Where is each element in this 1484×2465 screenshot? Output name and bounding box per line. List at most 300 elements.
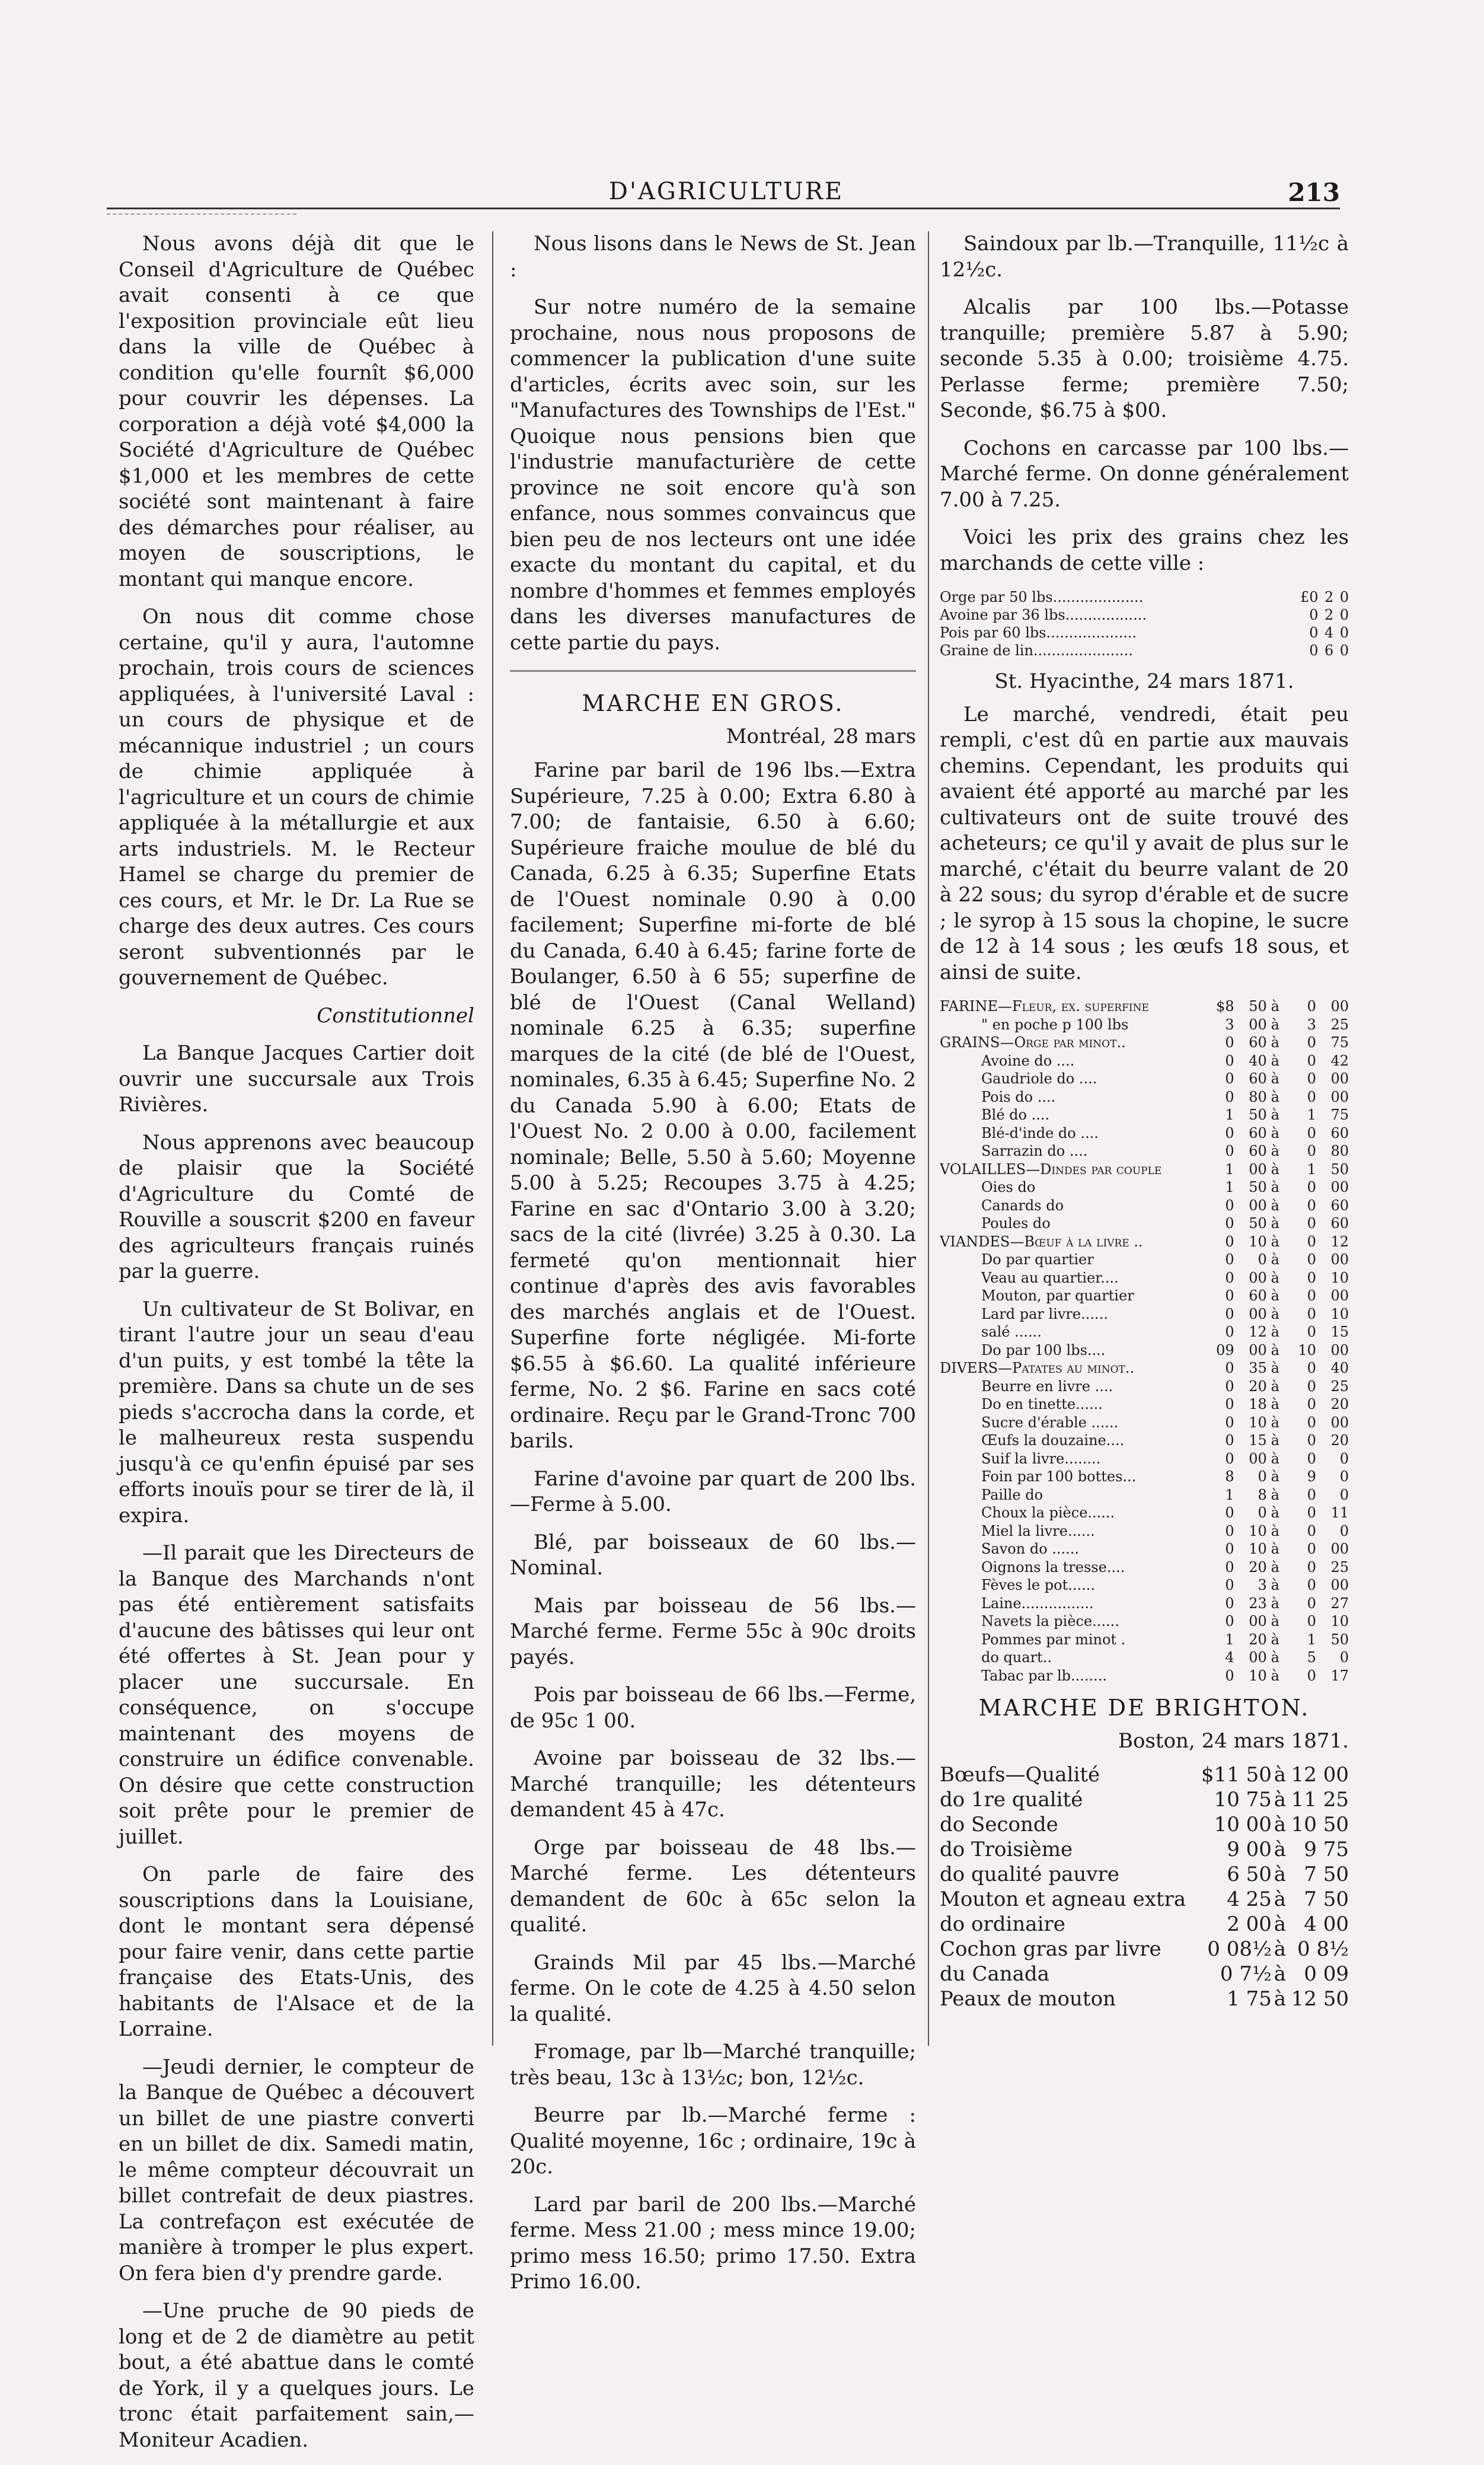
cattle-item: do ordinaire — [940, 1912, 1065, 1936]
column-divider — [928, 231, 929, 2046]
table-row — [940, 1937, 1349, 1962]
price-high-dollars: 0 — [1307, 1667, 1316, 1684]
price-high-cents: 00 — [1330, 1088, 1349, 1105]
price-low: 2 00 — [1227, 1912, 1272, 1936]
price-item: Tabac par lb........ — [981, 1667, 1108, 1684]
price-low-dollars: 0 — [1225, 1052, 1234, 1069]
price-high-cents: 75 — [1330, 1106, 1349, 1123]
price-high-dollars: 0 — [1307, 1396, 1316, 1412]
price-low: $11 50 — [1201, 1763, 1272, 1787]
price-high-cents: 11 — [1330, 1504, 1349, 1521]
price-low-cents: 8 — [1258, 1486, 1267, 1503]
price-low-cents: 80 — [1249, 1088, 1267, 1105]
range-separator: à — [1271, 1016, 1279, 1033]
price-high-dollars: 0 — [1307, 1251, 1316, 1268]
paragraph: Sur notre numéro de la semaine prochaine, nous nous proposons de commencer la publication d'une suite d'articles, écrits avec soin, sur les "Manufactures des Townships de l'Est." Quoique nous pensions bien que l'industrie manufacturière de cette province ne soit encore qu'à son enfance, nous sommes convaincus que bien peu de nos lecteurs ont une idée exacte du montant du capital, et du nombre d'hommes et femmes employés dans les diverses manufactures de cette partie du pays. — [510, 295, 916, 655]
range-separator: à — [1274, 1912, 1287, 1936]
price-high-dollars: 0 — [1307, 1052, 1316, 1069]
price-low-cents: 60 — [1249, 1124, 1267, 1141]
price-high-cents: 0 — [1339, 1649, 1349, 1666]
dateline: Montréal, 28 mars — [726, 724, 916, 748]
cattle-item: do Troisième — [940, 1838, 1073, 1861]
price-low-dollars: 0 — [1225, 1667, 1234, 1684]
price-item: Do en tinette...... — [981, 1396, 1103, 1412]
price-item: Miel la livre...... — [981, 1522, 1095, 1539]
table-row — [940, 1962, 1349, 1986]
paragraph: Nous lisons dans le News de St. Jean : — [510, 232, 916, 282]
range-separator: à — [1271, 1595, 1279, 1612]
price-high-dollars: 0 — [1307, 1179, 1316, 1195]
price-high-dollars: 0 — [1307, 1541, 1316, 1557]
price-item: GRAINS—Orge par minot.. — [940, 1034, 1126, 1051]
range-separator: à — [1271, 1305, 1279, 1322]
table-row — [940, 1034, 1349, 1052]
table-row — [940, 1178, 1349, 1197]
table-row — [940, 1341, 1349, 1360]
range-separator: à — [1271, 1468, 1279, 1485]
price-low-dollars: 0 — [1225, 1070, 1234, 1087]
price-shillings: 2 — [1324, 589, 1334, 605]
table-row — [940, 1648, 1349, 1667]
price-high-cents: 60 — [1330, 1124, 1349, 1141]
table-row — [940, 1631, 1349, 1649]
table-row — [940, 1576, 1349, 1595]
price-high-cents: 42 — [1330, 1052, 1349, 1069]
price-shillings: 2 — [1324, 607, 1334, 623]
price-high-dollars: 1 — [1307, 1106, 1316, 1123]
column-1 — [119, 231, 474, 2465]
range-separator: à — [1271, 1233, 1279, 1250]
price-high: 0 8½ — [1297, 1937, 1349, 1961]
price-high-cents: 15 — [1330, 1324, 1349, 1340]
price-high-dollars: 0 — [1307, 1070, 1316, 1087]
page-number: 213 — [1288, 178, 1340, 207]
price-high-dollars: 0 — [1307, 1088, 1316, 1105]
price-low: 10 75 — [1214, 1788, 1272, 1812]
price-high-dollars: 3 — [1307, 1016, 1316, 1033]
price-low-cents: 00 — [1249, 1016, 1267, 1033]
cattle-item: Bœufs—Qualité — [940, 1763, 1100, 1787]
price-high-dollars: 0 — [1307, 1522, 1316, 1539]
price-low: 0 08½ — [1207, 1937, 1272, 1961]
price-item: Paille do — [981, 1486, 1043, 1503]
price-low: 4 25 — [1227, 1887, 1272, 1911]
range-separator: à — [1271, 1360, 1279, 1376]
range-separator: à — [1274, 1887, 1287, 1911]
price-high-cents: 00 — [1330, 1179, 1349, 1195]
price-item: " en poche p 100 lbs — [981, 1016, 1129, 1033]
price-high-cents: 60 — [1330, 1197, 1349, 1214]
brighton-price-table — [940, 1762, 1349, 2011]
price-item: Pommes par minot . — [981, 1631, 1126, 1648]
price-pence: 0 — [1339, 607, 1349, 623]
paragraph: Cochons en carcasse par 100 lbs.—Marché ferme. On donne généralement 7.00 à 7.25. — [940, 436, 1349, 512]
table-row — [940, 1305, 1349, 1324]
price-low-dollars: 1 — [1225, 1179, 1234, 1195]
price-high: 4 00 — [1304, 1912, 1349, 1936]
price-low-dollars: 8 — [1225, 1468, 1234, 1485]
price-pounds: 0 — [1309, 624, 1319, 641]
price-item: Gaudriole do .... — [981, 1070, 1097, 1087]
price-item: VIANDES—Bœuf à la livre .. — [940, 1233, 1143, 1250]
price-high: 12 50 — [1291, 1987, 1349, 2011]
table-row — [940, 606, 1349, 624]
paragraph: —Il parait que les Directeurs de la Banque des Marchands n'ont pas été entièrement satisfaits d'aucune des bâtisses qui leur ont été offertes à St. Jean pour y placer une succursale. En conséquence, on s'occupe maintenant des moyens de construire un édifice convenable. On désire que cette construction soit prête pour le premier de juillet. — [119, 1541, 474, 1849]
range-separator: à — [1271, 1504, 1279, 1521]
range-separator: à — [1271, 1341, 1279, 1359]
range-separator: à — [1274, 1937, 1287, 1961]
price-low-cents: 60 — [1249, 1143, 1267, 1159]
price-low-cents: 0 — [1258, 1468, 1267, 1485]
table-row — [940, 1052, 1349, 1070]
grain-item: Avoine par 36 lbs.................. — [940, 607, 1147, 623]
price-low-cents: 23 — [1249, 1595, 1267, 1612]
price-low-cents: 00 — [1249, 1450, 1267, 1467]
print-noise — [107, 213, 296, 215]
price-high: 7 50 — [1304, 1887, 1349, 1911]
range-separator: à — [1271, 1649, 1279, 1666]
price-high-dollars: 10 — [1298, 1341, 1316, 1359]
price-high-cents: 0 — [1339, 1522, 1349, 1539]
market-paragraph: Grainds Mil par 45 lbs.—Marché ferme. On le cote de 4.25 à 4.50 selon la qualité. — [510, 1950, 916, 2026]
cattle-item: do qualité pauvre — [940, 1863, 1119, 1886]
market-paragraph: Blé, par boisseaux de 60 lbs.—Nominal. — [510, 1530, 916, 1580]
table-row — [940, 1197, 1349, 1215]
price-low-cents: 50 — [1249, 1106, 1267, 1123]
table-row — [940, 1450, 1349, 1468]
market-price-table — [940, 997, 1349, 1685]
price-high-dollars: 0 — [1307, 1432, 1316, 1449]
price-high-dollars: 0 — [1307, 1377, 1316, 1395]
table-row — [940, 1287, 1349, 1305]
price-high-cents: 25 — [1330, 1377, 1349, 1395]
price-low-cents: 00 — [1249, 1305, 1267, 1322]
price-low: 6 50 — [1227, 1863, 1272, 1886]
price-high-cents: 00 — [1330, 1541, 1349, 1557]
price-item: Foin par 100 bottes... — [981, 1468, 1137, 1485]
price-low-dollars: 0 — [1225, 1124, 1234, 1141]
range-separator: à — [1271, 1541, 1279, 1557]
dateline: St. Hyacinthe, 24 mars 1871. — [994, 669, 1294, 693]
range-separator: à — [1271, 1377, 1279, 1395]
price-low-dollars: 0 — [1225, 1396, 1234, 1412]
price-low-dollars: 0 — [1225, 1577, 1234, 1593]
price-high-cents: 12 — [1330, 1233, 1349, 1250]
range-separator: à — [1271, 1324, 1279, 1340]
price-low-dollars: 1 — [1225, 1106, 1234, 1123]
range-separator: à — [1271, 1522, 1279, 1539]
price-low: 0 7½ — [1220, 1962, 1272, 1986]
price-item: salé ...... — [981, 1324, 1042, 1340]
price-high: 10 50 — [1291, 1813, 1349, 1836]
range-separator: à — [1271, 1667, 1279, 1684]
price-low-dollars: 0 — [1225, 1377, 1234, 1395]
table-row — [940, 1612, 1349, 1631]
price-item: Sarrazin do .... — [981, 1143, 1088, 1159]
signature: Constitutionnel — [317, 1003, 474, 1028]
price-low-cents: 60 — [1249, 1034, 1267, 1051]
price-high-dollars: 0 — [1307, 1269, 1316, 1286]
price-high-dollars: 0 — [1307, 1143, 1316, 1159]
price-low-dollars: $8 — [1216, 998, 1234, 1015]
price-high-dollars: 9 — [1307, 1468, 1316, 1485]
table-row — [940, 1160, 1349, 1179]
price-high-cents: 27 — [1330, 1595, 1349, 1612]
price-high-cents: 25 — [1330, 1016, 1349, 1033]
range-separator: à — [1274, 1863, 1287, 1886]
price-high-cents: 00 — [1330, 1414, 1349, 1431]
table-row — [940, 1414, 1349, 1432]
table-row — [940, 1986, 1349, 2011]
price-high-cents: 00 — [1330, 1341, 1349, 1359]
table-row — [940, 1762, 1349, 1787]
price-low-cents: 60 — [1249, 1070, 1267, 1087]
price-high-dollars: 0 — [1307, 1324, 1316, 1340]
range-separator: à — [1271, 1215, 1279, 1232]
price-low-dollars: 0 — [1225, 1233, 1234, 1250]
cattle-item: do 1re qualité — [940, 1788, 1083, 1812]
price-pounds: £0 — [1300, 589, 1319, 605]
price-high-cents: 80 — [1330, 1143, 1349, 1159]
market-paragraph: Mais par boisseau de 56 lbs.—Marché ferme. Ferme 55c à 90c droits payés. — [510, 1593, 916, 1669]
price-shillings: 6 — [1324, 642, 1334, 659]
market-paragraph: Lard par baril de 200 lbs.—Marché ferme. Mess 21.00 ; mess mince 19.00; primo mess 16.50; primo 17.50. Extra Primo 16.00. — [510, 2192, 916, 2294]
price-item: Veau au quartier.... — [981, 1269, 1119, 1286]
table-row — [940, 1812, 1349, 1837]
range-separator: à — [1271, 1197, 1279, 1214]
range-separator: à — [1271, 1396, 1279, 1412]
price-high-dollars: 0 — [1307, 1233, 1316, 1250]
section-title: MARCHE DE BRIGHTON. — [978, 1695, 1310, 1721]
cattle-item: du Canada — [940, 1962, 1049, 1986]
price-high-cents: 50 — [1330, 1631, 1349, 1648]
range-separator: à — [1271, 1124, 1279, 1141]
price-low-dollars: 0 — [1225, 1360, 1234, 1376]
range-separator: à — [1271, 1486, 1279, 1503]
market-paragraph: Orge par boisseau de 48 lbs.—Marché ferme. Les détenteurs demandent de 60c à 65c selon la qualité. — [510, 1835, 916, 1937]
column-3 — [940, 231, 1349, 2011]
price-high-dollars: 1 — [1307, 1631, 1316, 1648]
price-item: Do par 100 lbs.... — [981, 1341, 1106, 1359]
price-low-dollars: 1 — [1225, 1160, 1234, 1178]
table-row — [940, 1522, 1349, 1541]
price-item: Sucre d'érable ...... — [981, 1414, 1119, 1431]
price-high: 11 25 — [1291, 1788, 1349, 1812]
cattle-item: Cochon gras par livre — [940, 1937, 1161, 1961]
table-row — [940, 1558, 1349, 1577]
price-high-dollars: 0 — [1307, 1124, 1316, 1141]
range-separator: à — [1271, 1432, 1279, 1449]
range-separator: à — [1274, 1838, 1287, 1861]
price-item: Œufs la douzaine.... — [981, 1432, 1125, 1449]
price-item: Avoine do .... — [981, 1052, 1075, 1069]
price-low-cents: 00 — [1249, 1197, 1267, 1214]
price-high: 12 00 — [1291, 1763, 1349, 1787]
price-low-cents: 20 — [1249, 1558, 1267, 1576]
price-high-cents: 00 — [1330, 1251, 1349, 1268]
price-item: Canards do — [981, 1197, 1064, 1214]
price-item: do quart.. — [981, 1649, 1052, 1666]
price-high-cents: 25 — [1330, 1558, 1349, 1576]
range-separator: à — [1274, 1813, 1287, 1836]
price-low-cents: 0 — [1258, 1504, 1267, 1521]
price-item: Mouton, par quartier — [981, 1287, 1134, 1304]
price-low-dollars: 0 — [1225, 1324, 1234, 1340]
table-row — [940, 1088, 1349, 1106]
grain-item: Graine de lin...................... — [940, 642, 1133, 659]
cattle-item: Peaux de mouton — [940, 1987, 1116, 2011]
price-pence: 0 — [1339, 624, 1349, 641]
price-high-dollars: 0 — [1307, 1034, 1316, 1051]
paragraph: Nous avons déjà dit que le Conseil d'Agriculture de Québec avait consenti à ce que l'exposition provinciale eût lieu dans la ville de Québec à condition qu'elle fournît $6,000 pour couvrir les dépenses. La corporation a déjà voté $4,000 la Société d'Agriculture de Québec $1,000 et les membres de cette société sont maintenant à faire des démarches pour réaliser, au moyen de souscriptions, le montant qui manque encore. — [119, 232, 474, 591]
range-separator: à — [1271, 1160, 1279, 1178]
price-high-dollars: 0 — [1307, 1360, 1316, 1376]
price-low-dollars: 1 — [1225, 1631, 1234, 1648]
table-row — [940, 1468, 1349, 1486]
dateline: Boston, 24 mars 1871. — [1118, 1729, 1349, 1753]
price-high-cents: 00 — [1330, 998, 1349, 1015]
price-low-dollars: 3 — [1225, 1016, 1234, 1033]
market-paragraph: Fromage, par lb—Marché tranquille; très beau, 13c à 13½c; bon, 12½c. — [510, 2040, 916, 2090]
range-separator: à — [1271, 1577, 1279, 1593]
market-paragraph: Avoine par boisseau de 32 lbs.—Marché tranquille; les détenteurs demandent 45 à 47c. — [510, 1746, 916, 1822]
paragraph: —Une pruche de 90 pieds de long et de 2 de diamètre au petit bout, a été abattue dans le comté de York, il y a quelques jours. Le tronc était parfaitement sain,—Moniteur Acadien. — [119, 2299, 474, 2452]
table-row — [940, 1887, 1349, 1912]
table-row — [940, 1233, 1349, 1251]
table-row — [940, 1359, 1349, 1377]
section-title: MARCHE EN GROS. — [582, 690, 844, 716]
column-divider — [492, 231, 493, 2046]
range-separator: à — [1271, 1070, 1279, 1087]
price-high-dollars: 0 — [1307, 1215, 1316, 1232]
price-low-dollars: 0 — [1225, 1541, 1234, 1557]
price-low-cents: 10 — [1249, 1667, 1267, 1684]
market-paragraph: Farine par baril de 196 lbs.—Extra Supérieure, 7.25 à 0.00; Extra 6.80 à 7.00; de fantaisie, 6.50 à 6.60; Supérieure fraiche moulue de blé du Canada, 6.25 à 6.35; Superfine Etats de l'Ouest nominale 0.90 à 0.00 facilement; Superfine mi-forte de blé du Canada, 6.40 à 6.45; farine forte de Boulanger, 6.50 à 6 55; superfine de blé de l'Ouest (Canal Welland) nominale 6.25 à 6.35; superfine marques de la cité (de blé de l'Ouest, nominales, 6.35 à 6.45; Superfine No. 2 du Canada 5.90 à 6.00; Etats de l'Ouest No. 2 0.00 à 0.00, facilement nominale; Belle, 5.50 à 5.60; Moyenne 5.00 à 5.25; Recoupes 3.75 à 4.25; Farine en sac d'Ontario 3.00 à 3.20; sacs de la cité (livrée) 3.25 à 0.30. La fermeté qu'on mentionnait hier continue d'après des avis favorables des marchés anglais et de l'Ouest. Superfine forte négligée. Mi-forte $6.55 à $6.60. La qualité inférieure ferme, No. 2 $6. Farine en sacs coté ordinaire. Reçu par le Grand-Tronc 700 barils. — [510, 758, 916, 1453]
range-separator: à — [1271, 1088, 1279, 1105]
price-high-dollars: 0 — [1307, 998, 1316, 1015]
price-item: Oies do — [981, 1179, 1036, 1195]
price-high-dollars: 0 — [1307, 1287, 1316, 1304]
price-low-dollars: 09 — [1216, 1341, 1234, 1359]
price-high-cents: 60 — [1330, 1215, 1349, 1232]
table-row — [940, 1016, 1349, 1034]
price-low-dollars: 0 — [1225, 1215, 1234, 1232]
range-separator: à — [1271, 1143, 1279, 1159]
table-row — [940, 1837, 1349, 1862]
grain-price-table — [940, 588, 1349, 659]
range-separator: à — [1271, 1287, 1279, 1304]
price-item: DIVERS—Patates au minot.. — [940, 1360, 1135, 1376]
price-low: 10 00 — [1214, 1813, 1272, 1836]
price-low-cents: 50 — [1249, 1215, 1267, 1232]
paragraph: —Jeudi dernier, le compteur de la Banque de Québec a découvert un billet de une piastre converti en un billet de dix. Samedi matin, le même compteur découvrait un billet contrefait de deux piastres. La contrefaçon est exécutée de manière à tromper le plus expert. On fera bien d'y prendre garde. — [119, 2055, 474, 2285]
market-paragraph: Farine d'avoine par quart de 200 lbs.—Ferme à 5.00. — [510, 1466, 916, 1516]
price-low-cents: 00 — [1249, 1269, 1267, 1286]
cattle-item: do Seconde — [940, 1813, 1058, 1836]
market-paragraph: Beurre par lb.—Marché ferme : Qualité moyenne, 16c ; ordinaire, 19c à 20c. — [510, 2103, 916, 2179]
price-item: Beurre en livre .... — [981, 1377, 1113, 1395]
price-high-cents: 00 — [1330, 1577, 1349, 1593]
price-item: Poules do — [981, 1215, 1051, 1232]
price-high-dollars: 0 — [1307, 1414, 1316, 1431]
price-low-cents: 00 — [1249, 1649, 1267, 1666]
table-row — [940, 1486, 1349, 1504]
table-row — [940, 1395, 1349, 1414]
range-separator: à — [1271, 1052, 1279, 1069]
price-item: Oignons la tresse.... — [981, 1558, 1125, 1576]
price-item: Blé-d'inde do .... — [981, 1124, 1099, 1141]
price-high-cents: 0 — [1339, 1486, 1349, 1503]
range-separator: à — [1271, 1269, 1279, 1286]
price-low-dollars: 0 — [1225, 1558, 1234, 1576]
price-low-cents: 50 — [1249, 1179, 1267, 1195]
price-high-cents: 10 — [1330, 1305, 1349, 1322]
price-low-dollars: 4 — [1225, 1649, 1234, 1666]
price-low-dollars: 0 — [1225, 1287, 1234, 1304]
price-high-cents: 10 — [1330, 1613, 1349, 1629]
table-row — [940, 1106, 1349, 1124]
price-high-cents: 40 — [1330, 1360, 1349, 1376]
table-row — [940, 1070, 1349, 1088]
price-high-dollars: 5 — [1307, 1649, 1316, 1666]
price-high-dollars: 1 — [1307, 1160, 1316, 1178]
table-row — [940, 1214, 1349, 1233]
paragraph: Le marché, vendredi, était peu rempli, c'est dû en partie aux mauvais chemins. Cependant, les produits qui avaient été apporté au marché par les cultivateurs ont de suite trouvé des acheteurs; ce qu'il y avait de plus sur le marché, c'était du beurre valant de 20 à 22 sous; du syrop d'érable et de sucre ; le syrop à 15 sous la chopine, le sucre de 12 à 14 sous ; les œufs 18 sous, et ainsi de suite. — [940, 702, 1349, 984]
separator — [510, 670, 916, 673]
price-high-cents: 10 — [1330, 1269, 1349, 1286]
range-separator: à — [1271, 1106, 1279, 1123]
paragraph: On parle de faire des souscriptions dans la Louisiane, dont le montant sera dépensé pour faire venir, dans cette partie française des Etats-Unis, des habitants de l'Alsace et de la Lorraine. — [119, 1863, 474, 2041]
range-separator: à — [1271, 1179, 1279, 1195]
price-item: Laine................ — [981, 1595, 1094, 1612]
paragraph: Voici les prix des grains chez les marchands de cette ville : — [940, 525, 1349, 575]
range-separator: à — [1271, 998, 1279, 1015]
price-low: 9 00 — [1227, 1838, 1272, 1861]
price-high-cents: 75 — [1330, 1034, 1349, 1051]
price-item: Lard par livre...... — [981, 1305, 1108, 1322]
paragraph: Alcalis par 100 lbs.—Potasse tranquille; première 5.87 à 5.90; seconde 5.35 à 0.00; troisième 4.75. Perlasse ferme; première 7.50; Seconde, $6.75 à $00. — [940, 295, 1349, 422]
price-low-cents: 50 — [1249, 998, 1267, 1015]
table-row — [940, 1787, 1349, 1812]
range-separator: à — [1271, 1034, 1279, 1051]
table-row — [940, 1142, 1349, 1160]
table-row — [940, 1431, 1349, 1450]
price-shillings: 4 — [1324, 624, 1334, 641]
price-item: Navets la pièce...... — [981, 1613, 1119, 1629]
grain-item: Orge par 50 lbs.................... — [940, 589, 1144, 605]
price-low: 1 75 — [1227, 1987, 1272, 2011]
price-high: 9 75 — [1304, 1838, 1349, 1861]
range-separator: à — [1274, 1763, 1287, 1787]
price-low-dollars: 0 — [1225, 1414, 1234, 1431]
price-low-cents: 10 — [1249, 1522, 1267, 1539]
price-pounds: 0 — [1309, 642, 1319, 659]
price-low-dollars: 0 — [1225, 1143, 1234, 1159]
table-row — [940, 1124, 1349, 1143]
price-high-cents: 00 — [1330, 1287, 1349, 1304]
paragraph: Saindoux par lb.—Tranquille, 11½c à 12½c. — [940, 232, 1349, 282]
grain-item: Pois par 60 lbs.................... — [940, 624, 1137, 641]
price-high-dollars: 0 — [1307, 1558, 1316, 1576]
price-high-cents: 00 — [1330, 1070, 1349, 1087]
price-pounds: 0 — [1309, 607, 1319, 623]
table-row — [940, 1862, 1349, 1887]
price-low-cents: 35 — [1249, 1360, 1267, 1376]
header-rule — [107, 208, 1340, 209]
price-low-cents: 12 — [1249, 1324, 1267, 1340]
price-low-dollars: 1 — [1225, 1486, 1234, 1503]
range-separator: à — [1274, 1962, 1287, 1986]
